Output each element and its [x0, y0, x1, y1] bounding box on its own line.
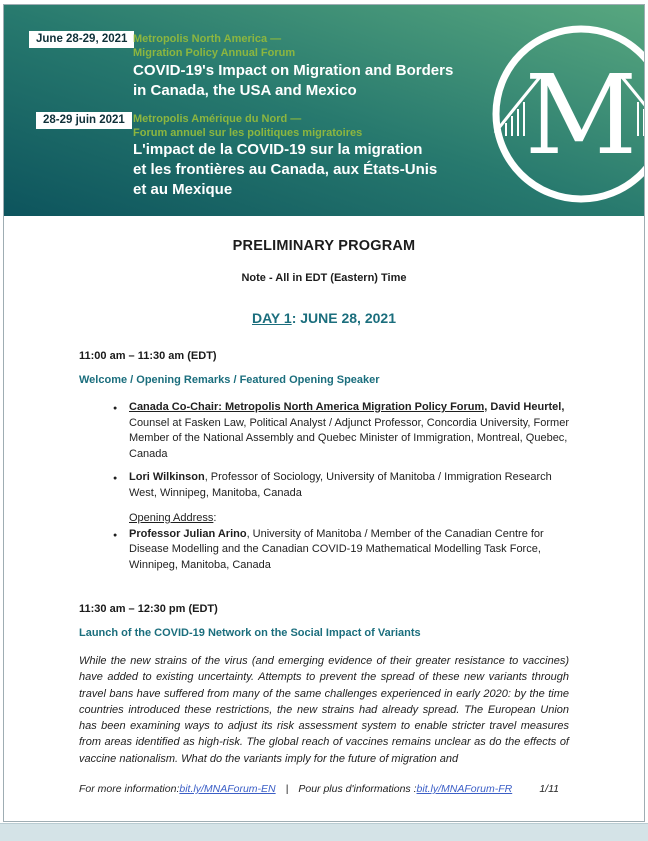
- page-number: 1/11: [539, 783, 559, 795]
- pdf-page: [3, 4, 645, 822]
- page-footer: [79, 783, 569, 795]
- session-2-description: While the new strains of the virus (and emerging evidence of their greater resistance to vaccines) have added to existing uncertainty. Attempts to prevent the spread of these new variants through travel bans have suffered from many of the same challenges experienced in early 2020: by the time countries introduced these restrictions, the new strains had already spread. The European Union has been examining ways to adjust its risk assessment system to enable stricter travel measures from areas identified as high-risk. The global reach of vaccines remains unclear as do the effects of vaccine nationalism. What do the variants imply for the future of migration and: [79, 655, 569, 765]
- conference-title-fr-line1: L'impact de la COVID-19 sur la migration: [133, 141, 423, 158]
- footer-label-fr: Pour plus d'informations :: [298, 783, 417, 795]
- speaker-item-arino: [111, 527, 569, 574]
- opening-address-text: Opening Address: [129, 512, 214, 524]
- speaker-item-wilkinson: [111, 470, 569, 501]
- day-heading: [79, 310, 569, 326]
- next-page-edge-strip: [0, 823, 648, 841]
- org-name-fr-line1: Metropolis Amérique du Nord —: [133, 113, 302, 125]
- speaker-name: David Heurtel,: [487, 401, 565, 413]
- opening-address-label: [111, 511, 569, 527]
- org-name-en: [133, 32, 295, 60]
- footer-separator: |: [285, 783, 289, 795]
- conference-title-fr: [133, 140, 437, 200]
- speaker-affiliation: , Professor of Sociology, University of Manitoba / Immigration Research West, Winnipeg, Manitoba, Canada: [129, 471, 552, 499]
- conference-title-fr-line2: et les frontières au Canada, aux États-Unis: [133, 161, 438, 178]
- footer-link-fr[interactable]: bit.ly/MNAForum-FR: [416, 783, 513, 795]
- speaker-item-heurtel: [111, 400, 569, 462]
- day-date: : JUNE 28, 2021: [291, 310, 396, 326]
- day-label: DAY 1: [252, 310, 292, 326]
- org-name-en-line2: Migration Policy Annual Forum: [133, 47, 296, 59]
- speaker-name: Professor Julian Arino: [129, 527, 247, 540]
- org-name-en-line1: Metropolis North America —: [133, 33, 282, 45]
- date-badge-en: June 28-29, 2021: [29, 31, 134, 48]
- conference-banner: [4, 5, 644, 216]
- metropolis-bridge-logo-icon: [486, 19, 644, 209]
- conference-title-en-line2: in Canada, the USA and Mexico: [133, 82, 357, 99]
- speaker-affiliation: Counsel at Fasken Law, Political Analyst / Adjunct Professor, Concordia University, Former Member of the National Assembly and Quebec Minister of Immigration, Montreal, Quebec, Canada: [129, 416, 569, 460]
- footer-label-en: For more information:: [79, 783, 180, 795]
- speaker-name: Lori Wilkinson: [129, 471, 205, 483]
- session-2-time: 11:30 am – 12:30 pm (EDT): [79, 603, 218, 615]
- conference-title-en-line1: COVID-19's Impact on Migration and Borders: [133, 62, 454, 79]
- conference-title-fr-line3: et au Mexique: [133, 181, 233, 198]
- session-2: [79, 603, 569, 767]
- session-2-heading: Launch of the COVID-19 Network on the Social Impact of Variants: [79, 627, 421, 639]
- org-name-fr: [133, 112, 362, 140]
- footer-link-en[interactable]: bit.ly/MNAForum-EN: [179, 783, 276, 795]
- conference-title-en: [133, 61, 453, 101]
- logo-letter: M: [524, 51, 638, 179]
- org-name-fr-line2: Forum annuel sur les politiques migratoires: [133, 127, 363, 139]
- page-title: PRELIMINARY PROGRAM: [232, 238, 416, 254]
- opening-address-colon: :: [213, 512, 217, 524]
- speaker-list: [111, 400, 569, 573]
- speaker-affiliation: , University of Manitoba / Member of the Canadian Centre for Disease Modelling and the Canadian COVID-19 Mathematical Modelling Task Force, Winnipeg, Manitoba, Canada: [129, 527, 544, 571]
- date-badge-fr: 28-29 juin 2021: [36, 112, 132, 129]
- speaker-role: Canada Co-Chair: Metropolis North America Migration Policy Forum,: [129, 401, 488, 413]
- session-1-time: 11:00 am – 11:30 am (EDT): [79, 350, 217, 362]
- session-1: [79, 350, 569, 573]
- timezone-note: Note - All in EDT (Eastern) Time: [241, 272, 407, 284]
- program-body: [4, 216, 644, 767]
- session-1-heading: Welcome / Opening Remarks / Featured Opening Speaker: [79, 374, 380, 386]
